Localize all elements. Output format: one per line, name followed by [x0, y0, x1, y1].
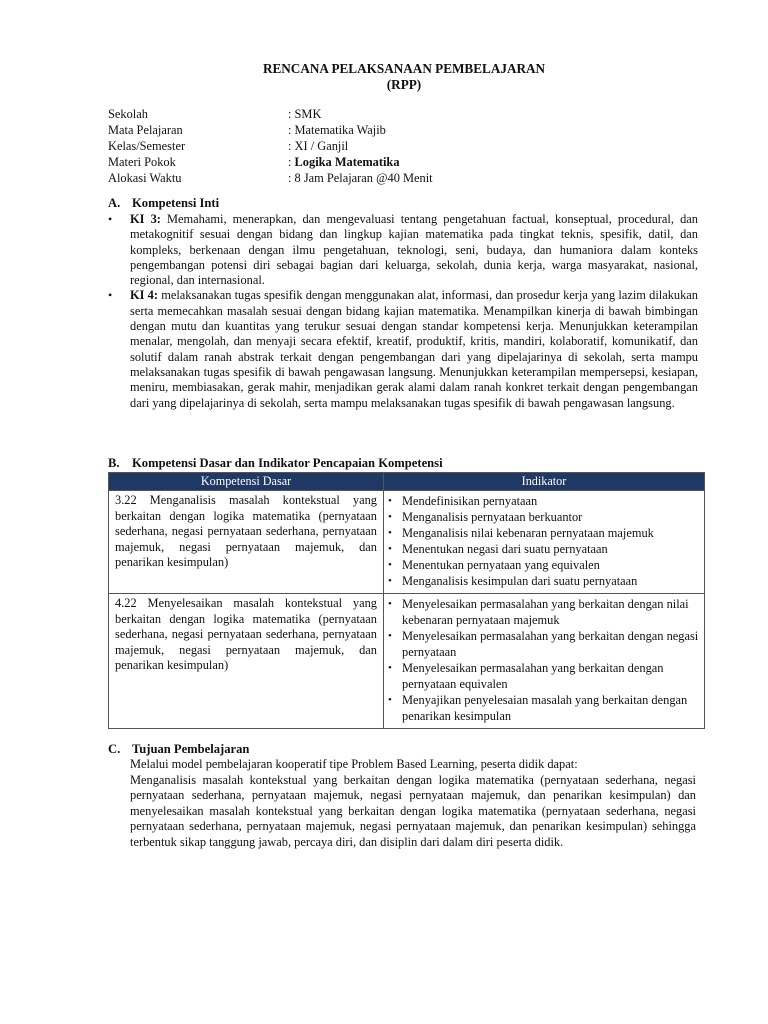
- indicator-text: Menyelesaikan permasalahan yang berkaitan dengan pernyataan equivalen: [402, 661, 664, 691]
- section-number: C.: [108, 742, 121, 756]
- list-item: [388, 692, 700, 724]
- table-row: [109, 491, 705, 594]
- table-row: [109, 594, 705, 729]
- ki4-label: KI 4:: [130, 288, 158, 303]
- indicator-text: Menentukan pernyataan yang equivalen: [402, 558, 600, 572]
- indicator-text: Menyelesaikan permasalahan yang berkaitan dengan negasi pernyataan: [402, 629, 699, 659]
- indicator-text: Mendefinisikan pernyataan: [402, 494, 538, 508]
- kd-indicator-table: [108, 472, 705, 729]
- document-subtitle: (RPP): [386, 77, 422, 92]
- section-c-heading: [108, 742, 249, 757]
- indicator-text: Menyajikan penyelesaian masalah yang berkaitan dengan penarikan kesimpulan: [402, 693, 688, 723]
- list-item: [388, 509, 700, 525]
- list-item: [388, 493, 700, 509]
- section-title: Kompetensi Dasar dan Indikator Pencapaian Kompetensi: [132, 456, 443, 470]
- indicator-text: Menganalisis kesimpulan dari suatu pernyataan: [402, 574, 638, 588]
- indicator-text: Menyelesaikan permasalahan yang berkaitan dengan nilai kebenaran pernyataan majemuk: [402, 597, 689, 627]
- bullet-icon: •: [388, 543, 392, 555]
- identity-label: Mata Pelajaran: [108, 123, 183, 137]
- section-number: B.: [108, 456, 120, 470]
- bullet-icon: •: [388, 511, 392, 523]
- indicator-cell: [384, 491, 705, 594]
- tujuan-body: Menganalisis masalah kontekstual yang berkaitan dengan logika matematika (pernyataan sederhana, negasi pernyataan sederhana, pernyataan majemuk, negasi pernyataan majemuk, dan penarikan kesimpulan) dan menyelesaikan masalah kontekstual yang berkaitan dengan logika matematika (pernyataan sederhana, negasi pernyataan sederhana, pernyataan majemuk, negasi pernyataan majemuk, dan penarikan kesimpulan) sehingga terbentuk sikap tanggung jawab, percaya diri, dan disiplin dari dalam diri peserta didik.: [130, 772, 696, 849]
- indicator-cell: [384, 594, 705, 729]
- kd-cell: 3.22 Menganalisis masalah kontekstual yang berkaitan dengan logika matematika (pernyataan sederhana, negasi pernyataan sederhana, pernyataan majemuk, negasi pernyataan majemuk, dan penarikan kesimpulan): [109, 491, 384, 594]
- identity-label: Alokasi Waktu: [108, 171, 182, 185]
- header-indikator: Indikator: [384, 473, 705, 491]
- kd-cell: 4.22 Menyelesaikan masalah kontekstual yang berkaitan dengan logika matematika (pernyataan sederhana, negasi pernyataan sederhana, pernyataan majemuk, negasi pernyataan majemuk, dan penarikan kesimpulan): [109, 594, 384, 729]
- identity-value: : 8 Jam Pelajaran @40 Menit: [288, 171, 433, 185]
- indicator-text: Menganalisis nilai kebenaran pernyataan majemuk: [402, 526, 654, 540]
- bullet-icon: •: [388, 630, 392, 642]
- identity-value: : SMK: [288, 107, 322, 121]
- section-b-heading: [108, 456, 443, 471]
- identity-label: Sekolah: [108, 107, 148, 121]
- identity-row: [108, 154, 433, 170]
- tujuan-intro: Melalui model pembelajaran kooperatif tipe Problem Based Learning, peserta didik dapat:: [130, 757, 578, 771]
- identity-value: : Matematika Wajib: [288, 123, 386, 137]
- bullet-icon: •: [388, 662, 392, 674]
- ki3-item: [108, 212, 698, 288]
- ki4-item: [108, 288, 698, 410]
- bullet-icon: •: [108, 212, 113, 226]
- ki3-text: Memahami, menerapkan, dan mengevaluasi tentang pengetahuan factual, konseptual, procedural, dan metakognitif sesuai dengan bidang dan lingkup kajian matematika pada tingkat teknis, spesifik, datil, dan kompleks, berkenaan dengan ilmu pengetahuan, teknologi, seni, budaya, dan humaniora dalam konteks pengembangan potensi diri sebagai bagian dari keluarga, sekolah, dunia kerja, warga masyarakat, nasional, regional, dan internasional.: [130, 212, 698, 288]
- tujuan-block: [130, 757, 696, 850]
- bullet-icon: •: [388, 694, 392, 706]
- section-title: Tujuan Pembelajaran: [132, 742, 250, 756]
- section-number: A.: [108, 196, 121, 210]
- kompetensi-inti-list: [108, 212, 698, 411]
- ki3-label: KI 3:: [130, 212, 161, 226]
- section-a-heading: [108, 196, 219, 211]
- list-item: [388, 573, 700, 589]
- list-item: [388, 660, 700, 692]
- list-item: [388, 525, 700, 541]
- bullet-icon: •: [388, 495, 392, 507]
- bullet-icon: •: [388, 598, 392, 610]
- bullet-icon: •: [388, 527, 392, 539]
- indicator-text: Menentukan negasi dari suatu pernyataan: [402, 542, 608, 556]
- identity-row: [108, 106, 433, 122]
- identity-value: : XI / Ganjil: [288, 139, 349, 153]
- header-kompetensi-dasar: Kompetensi Dasar: [109, 473, 384, 491]
- list-item: [388, 628, 700, 660]
- identity-label: Kelas/Semester: [108, 139, 186, 153]
- document-title: RENCANA PELAKSANAAN PEMBELAJARAN: [262, 61, 546, 76]
- bullet-icon: •: [108, 288, 113, 303]
- table-header-row: [109, 473, 705, 491]
- list-item: [388, 541, 700, 557]
- identity-label: Materi Pokok: [108, 155, 176, 169]
- bullet-icon: •: [388, 559, 392, 571]
- list-item: [388, 596, 700, 628]
- materi-pokok-value: Logika Matematika: [294, 155, 400, 169]
- ki4-text: melaksanakan tugas spesifik dengan menggunakan alat, informasi, dan prosedur kerja yang lazim dilakukan serta memecahkan masalah sesuai dengan bidang kajian matematika. Menampilkan kinerja di bawah bimbingan dengan mutu dan kuantitas yang terukur sesuai dengan standar kompetensi kerja. Menunjukkan keterampilan menalar, mengolah, dan menyaji secara efektif, kreatif, produktif, kritis, mandiri, kolaboratif, komunikatif, dan solutif dalam ranah abstrak terkait dengan pengembangan dari yang dipelajarinya di sekolah, serta mampu melaksanakan tugas spesifik di bawah pengawasan langsung. Menunjukkan keterampilan mempersepsi, kesiapan, meniru, membiasakan, gerak mahir, menjadikan gerak alami dalam ranah konkret terkait dengan pengembangan dari yang dipelajarinya di sekolah, serta mampu melaksanakan tugas spesifik di bawah pengawasan langsung.: [130, 288, 698, 410]
- bullet-icon: •: [388, 575, 392, 587]
- identity-block: [108, 106, 433, 186]
- identity-row: [108, 138, 433, 154]
- identity-value: : Logika Matematika: [288, 155, 400, 169]
- identity-row: [108, 122, 433, 138]
- identity-row: [108, 170, 433, 186]
- indicator-text: Menganalisis pernyataan berkuantor: [402, 510, 583, 524]
- list-item: [388, 557, 700, 573]
- section-title: Kompetensi Inti: [132, 196, 220, 210]
